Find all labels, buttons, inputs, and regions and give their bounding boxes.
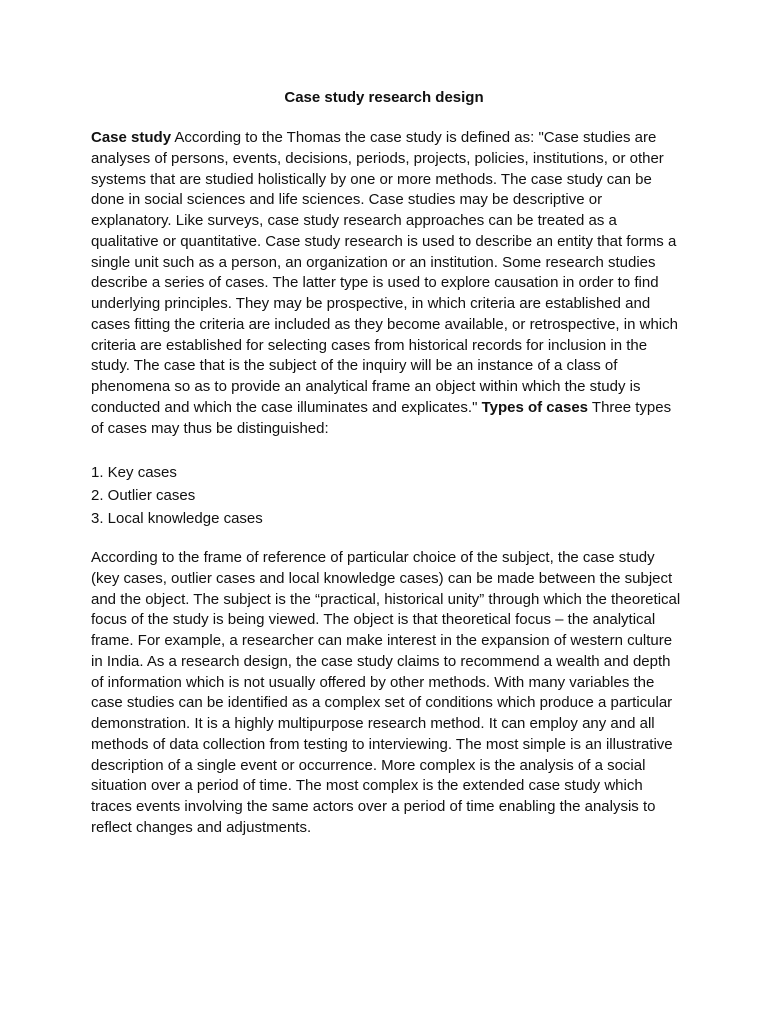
case-study-heading: Case study [91, 129, 172, 146]
intro-paragraph [91, 128, 681, 439]
frame-of-reference-paragraph: According to the frame of reference of particular choice of the subject, the case study (key cases, outlier cases and local knowledge cases) can be made between the subject and the object. The subject is the “practical, historical unity” through which the theoretical focus of the study is being viewed. The object is that theoretical focus – the analytical frame. For example, a researcher can make interest in the expansion of western culture in India. As a research design, the case study claims to recommend a wealth and depth of information which is not usually offered by other methods. With many variables the case studies can be identified as a complex set of conditions which produce a particular demonstration. It is a highly multipurpose research method. It can employ any and all methods of data collection from testing to interviewing. The most simple is an illustrative description of a single event or occurrence. More complex is the analysis of a social situation over a period of time. The most complex is the extended case study which traces events involving the same actors over a period of time enabling the analysis to reflect changes and adjustments. [91, 549, 681, 836]
list-item: 3. Local knowledge cases [91, 510, 263, 527]
document-title: Case study research design [284, 89, 484, 106]
intro-text: According to the Thomas the case study is defined as: "Case studies are analyses of persons, events, decisions, periods, projects, policies, institutions, or other systems that are studied holistically by one or more methods. The case study can be done in social sciences and life sciences. Case studies may be descriptive or explanatory. Like surveys, case study research approaches can be treated as a qualitative or quantitative. Case study research is used to describe an entity that forms a single unit such as a person, an organization or an institution. Some research studies describe a series of cases. The latter type is used to explore causation in order to find underlying principles. They may be prospective, in which criteria are established and cases fitting the criteria are included as they become available, or retrospective, in which criteria are established for selecting cases from historical records for inclusion in the study. The case that is the subject of the inquiry will be an instance of a class of phenomena so as to provide an analytical frame an object within which the study is conducted and which the case illuminates and explicates." [91, 129, 678, 416]
list-item: 2. Outlier cases [91, 487, 196, 504]
list-item: 1. Key cases [91, 464, 177, 481]
types-of-cases-text: Three types of cases may thus be distinguished: [91, 398, 672, 437]
case-types-list [91, 461, 681, 530]
types-of-cases-heading: Types of cases [481, 398, 589, 416]
